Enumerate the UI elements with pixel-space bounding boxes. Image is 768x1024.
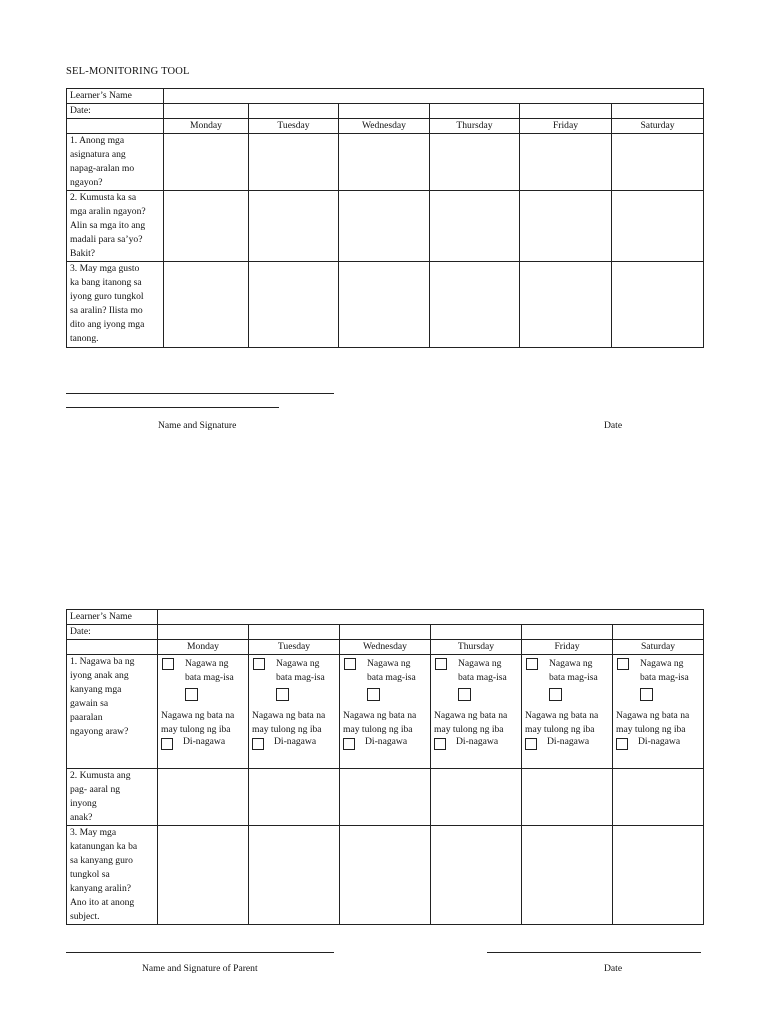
day-header: Friday bbox=[522, 640, 613, 655]
option-not-done-label: Di-nagawa bbox=[183, 736, 226, 747]
learner-name-field[interactable] bbox=[158, 610, 704, 625]
question-2: 2. Kumusta ka sa mga aralin ngayon? Alin sa mga ito ang madali para sa’yo? Bakit? bbox=[67, 191, 164, 262]
day-header: Thursday bbox=[430, 119, 520, 134]
signature-line[interactable] bbox=[66, 393, 334, 394]
checkbox[interactable] bbox=[549, 688, 562, 701]
option-alone-box-row bbox=[525, 687, 612, 707]
option-with-help-label: Nagawa ng bata na may tulong ng iba bbox=[343, 710, 417, 735]
answer-cell[interactable] bbox=[249, 826, 340, 925]
option-not-done bbox=[525, 735, 612, 751]
day-header: Saturday bbox=[613, 640, 704, 655]
answer-cell[interactable] bbox=[164, 134, 249, 191]
checkbox[interactable] bbox=[343, 738, 355, 750]
answer-cell[interactable] bbox=[612, 134, 704, 191]
date-label: Date: bbox=[67, 625, 158, 640]
checkbox[interactable] bbox=[185, 688, 198, 701]
option-with-help-label: Nagawa ng bata na may tulong ng iba bbox=[434, 710, 508, 735]
answer-cell[interactable] bbox=[520, 191, 612, 262]
option-alone-label: Nagawa ng bata mag-isa bbox=[276, 658, 325, 683]
option-alone bbox=[161, 657, 248, 683]
option-alone bbox=[616, 657, 703, 683]
date-cell[interactable] bbox=[249, 104, 339, 119]
option-alone-label: Nagawa ng bata mag-isa bbox=[640, 658, 689, 683]
status-cell bbox=[431, 655, 522, 769]
day-header: Tuesday bbox=[249, 640, 340, 655]
answer-cell[interactable] bbox=[340, 769, 431, 826]
document-title: SEL-MONITORING TOOL bbox=[66, 66, 190, 77]
answer-cell[interactable] bbox=[164, 191, 249, 262]
learner-name-field[interactable] bbox=[164, 89, 704, 104]
question-1: 1. Nagawa ba ng iyong anak ang kanyang mga gawain sa paaralan ngayong araw? bbox=[67, 655, 158, 769]
date-cell[interactable] bbox=[249, 625, 340, 640]
answer-cell[interactable] bbox=[431, 769, 522, 826]
answer-cell[interactable] bbox=[430, 191, 520, 262]
answer-cell[interactable] bbox=[339, 262, 430, 348]
corner-cell bbox=[67, 119, 164, 134]
question-3: 3. May mga gusto ka bang itanong sa iyong guro tungkol sa aralin? Ilista mo dito ang iyong mga tanong. bbox=[67, 262, 164, 348]
answer-cell[interactable] bbox=[520, 262, 612, 348]
answer-cell[interactable] bbox=[522, 826, 613, 925]
date-label: Date: bbox=[67, 104, 164, 119]
option-alone bbox=[252, 657, 339, 683]
parent-signature-caption: Name and Signature of Parent bbox=[142, 963, 258, 974]
day-header: Monday bbox=[164, 119, 249, 134]
checkbox[interactable] bbox=[640, 688, 653, 701]
answer-cell[interactable] bbox=[249, 769, 340, 826]
checkbox[interactable] bbox=[435, 658, 447, 670]
question-3: 3. May mga katanungan ka ba sa kanyang guro tungkol sa kanyang aralin? Ano ito at anong subject. bbox=[67, 826, 158, 925]
checkbox[interactable] bbox=[252, 738, 264, 750]
checkbox[interactable] bbox=[525, 738, 537, 750]
date-cell[interactable] bbox=[431, 625, 522, 640]
checkbox[interactable] bbox=[458, 688, 471, 701]
status-cell bbox=[522, 655, 613, 769]
day-header: Tuesday bbox=[249, 119, 339, 134]
answer-cell[interactable] bbox=[158, 826, 249, 925]
option-with-help-label: Nagawa ng bata na may tulong ng iba bbox=[616, 710, 690, 735]
date-cell[interactable] bbox=[522, 625, 613, 640]
signature-line[interactable] bbox=[66, 407, 279, 408]
option-alone bbox=[434, 657, 521, 683]
answer-cell[interactable] bbox=[249, 262, 339, 348]
sel-table-parent bbox=[66, 609, 704, 925]
option-alone bbox=[525, 657, 612, 683]
option-not-done bbox=[434, 735, 521, 751]
answer-cell[interactable] bbox=[612, 191, 704, 262]
name-signature-caption: Name and Signature bbox=[158, 420, 237, 431]
status-cell bbox=[613, 655, 704, 769]
status-cell bbox=[158, 655, 249, 769]
answer-cell[interactable] bbox=[339, 191, 430, 262]
option-alone-box-row bbox=[434, 687, 521, 707]
option-alone-box-row bbox=[252, 687, 339, 707]
day-header: Monday bbox=[158, 640, 249, 655]
checkbox[interactable] bbox=[526, 658, 538, 670]
answer-cell[interactable] bbox=[613, 769, 704, 826]
date-cell[interactable] bbox=[613, 625, 704, 640]
option-alone bbox=[343, 657, 430, 683]
option-not-done bbox=[161, 735, 248, 751]
corner-cell bbox=[67, 640, 158, 655]
option-not-done-label: Di-nagawa bbox=[274, 736, 317, 747]
question-2: 2. Kumusta ang pag- aaral ng inyong anak? bbox=[67, 769, 158, 826]
answer-cell[interactable] bbox=[339, 134, 430, 191]
option-with-help-label: Nagawa ng bata na may tulong ng iba bbox=[252, 710, 326, 735]
sel-table-learner bbox=[66, 88, 704, 348]
checkbox[interactable] bbox=[367, 688, 380, 701]
question-1: 1. Anong mga asignatura ang napag-aralan mo ngayon? bbox=[67, 134, 164, 191]
option-not-done bbox=[252, 735, 339, 751]
date-line[interactable] bbox=[487, 952, 701, 953]
checkbox[interactable] bbox=[162, 658, 174, 670]
option-alone-label: Nagawa ng bata mag-isa bbox=[185, 658, 234, 683]
date-cell[interactable] bbox=[340, 625, 431, 640]
checkbox[interactable] bbox=[616, 738, 628, 750]
answer-cell[interactable] bbox=[612, 262, 704, 348]
day-header: Saturday bbox=[612, 119, 704, 134]
date-cell[interactable] bbox=[520, 104, 612, 119]
checkbox[interactable] bbox=[161, 738, 173, 750]
checkbox[interactable] bbox=[617, 658, 629, 670]
learner-name-label: Learner’s Name bbox=[67, 89, 164, 104]
option-not-done bbox=[343, 735, 430, 751]
date-cell[interactable] bbox=[158, 625, 249, 640]
answer-cell[interactable] bbox=[431, 826, 522, 925]
answer-cell[interactable] bbox=[430, 262, 520, 348]
answer-cell[interactable] bbox=[520, 134, 612, 191]
option-with-help-label: Nagawa ng bata na may tulong ng iba bbox=[161, 710, 235, 735]
option-not-done-label: Di-nagawa bbox=[547, 736, 590, 747]
answer-cell[interactable] bbox=[430, 134, 520, 191]
option-with-help-label: Nagawa ng bata na may tulong ng iba bbox=[525, 710, 599, 735]
option-alone-label: Nagawa ng bata mag-isa bbox=[549, 658, 598, 683]
checkbox[interactable] bbox=[344, 658, 356, 670]
day-header: Friday bbox=[520, 119, 612, 134]
status-cell bbox=[249, 655, 340, 769]
checkbox[interactable] bbox=[276, 688, 289, 701]
option-not-done-label: Di-nagawa bbox=[638, 736, 681, 747]
answer-cell[interactable] bbox=[158, 769, 249, 826]
date-cell[interactable] bbox=[430, 104, 520, 119]
option-alone-box-row bbox=[343, 687, 430, 707]
date-cell[interactable] bbox=[612, 104, 704, 119]
option-alone-label: Nagawa ng bata mag-isa bbox=[458, 658, 507, 683]
day-header: Wednesday bbox=[340, 640, 431, 655]
date-cell[interactable] bbox=[164, 104, 249, 119]
option-alone-box-row bbox=[616, 687, 703, 707]
signature-line[interactable] bbox=[66, 952, 334, 953]
learner-name-label: Learner’s Name bbox=[67, 610, 158, 625]
option-alone-label: Nagawa ng bata mag-isa bbox=[367, 658, 416, 683]
day-header: Wednesday bbox=[339, 119, 430, 134]
option-not-done bbox=[616, 735, 703, 751]
date-caption: Date bbox=[604, 420, 623, 431]
answer-cell[interactable] bbox=[613, 826, 704, 925]
answer-cell[interactable] bbox=[249, 191, 339, 262]
answer-cell[interactable] bbox=[249, 134, 339, 191]
answer-cell[interactable] bbox=[522, 769, 613, 826]
date-caption: Date bbox=[604, 963, 623, 974]
day-header: Thursday bbox=[431, 640, 522, 655]
option-alone-box-row bbox=[161, 687, 248, 707]
option-not-done-label: Di-nagawa bbox=[456, 736, 499, 747]
answer-cell[interactable] bbox=[340, 826, 431, 925]
checkbox[interactable] bbox=[434, 738, 446, 750]
option-not-done-label: Di-nagawa bbox=[365, 736, 408, 747]
status-cell bbox=[340, 655, 431, 769]
date-cell[interactable] bbox=[339, 104, 430, 119]
answer-cell[interactable] bbox=[164, 262, 249, 348]
checkbox[interactable] bbox=[253, 658, 265, 670]
